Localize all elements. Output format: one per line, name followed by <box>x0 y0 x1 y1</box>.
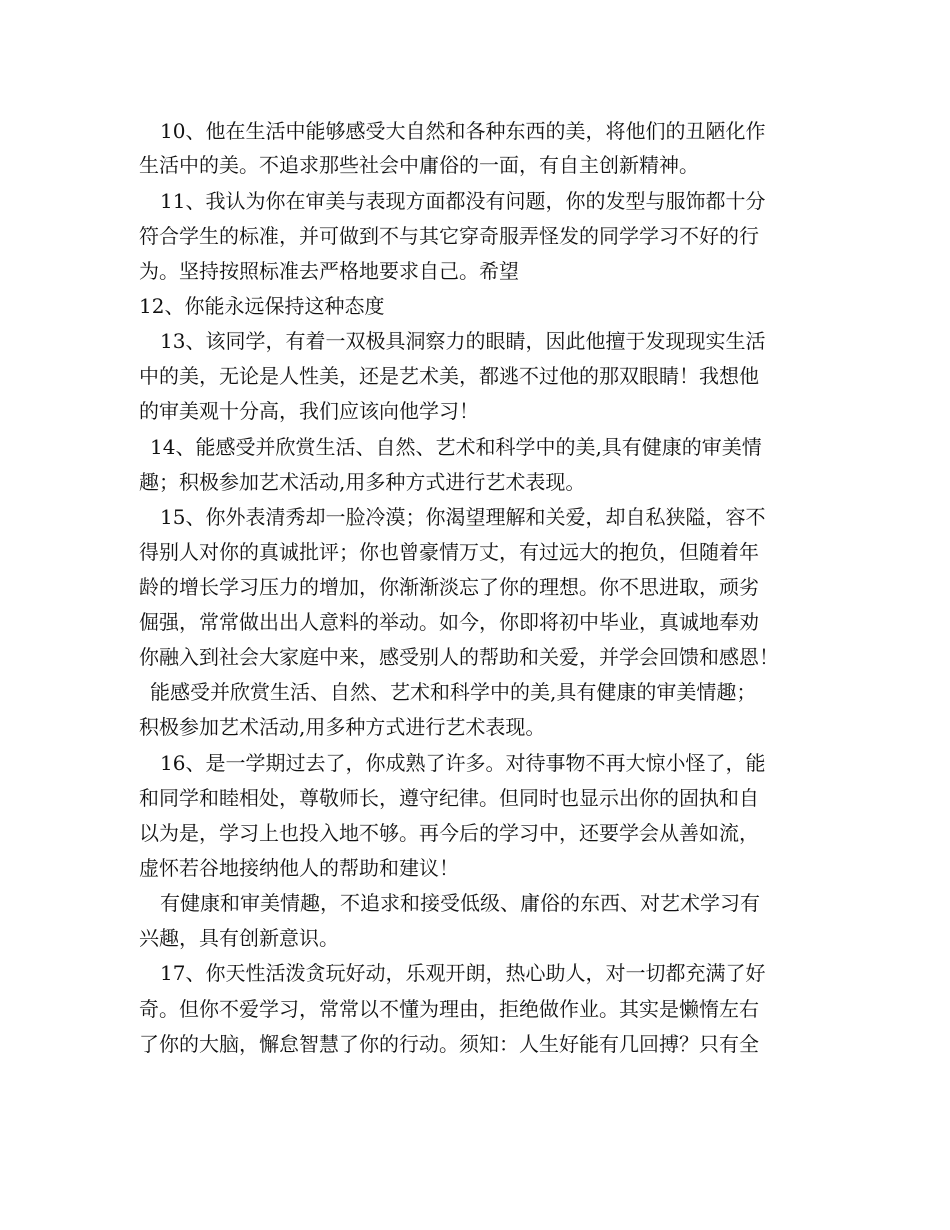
text-line: 15、你外表清秀却一脸冷漠；你渴望理解和关爱，却自私狭隘，容不 <box>160 505 766 529</box>
text-line: 你融入到社会大家庭中来，感受别人的帮助和关爱，并学会回馈和感恩！ <box>139 645 779 669</box>
text-line: 生活中的美。不追求那些社会中庸俗的一面，有自主创新精神。 <box>139 153 699 177</box>
text-line: 中的美，无论是人性美，还是艺术美，都逃不过他的那双眼睛！我想他 <box>139 364 759 388</box>
text-line: 了你的大脑，懈怠智慧了你的行动。须知：人生好能有几回搏？只有全 <box>139 1032 759 1056</box>
text-line: 和同学和睦相处，尊敬师长，遵守纪律。但同时也显示出你的固执和自 <box>139 786 759 810</box>
text-line: 兴趣，具有创新意识。 <box>139 926 339 950</box>
text-line: 能感受并欣赏生活、自然、艺术和科学中的美,具有健康的审美情趣； <box>150 680 757 704</box>
text-line: 积极参加艺术活动,用多种方式进行艺术表现。 <box>139 715 546 739</box>
text-line: 奇。但你不爱学习，常常以不懂为理由，拒绝做作业。其实是懒惰左右 <box>139 997 759 1021</box>
text-line: 11、我认为你在审美与表现方面都没有问题，你的发型与服饰都十分 <box>160 189 766 213</box>
text-line: 为。坚持按照标准去严格地要求自己。希望 <box>139 259 519 283</box>
text-line: 趣；积极参加艺术活动,用多种方式进行艺术表现。 <box>139 470 586 494</box>
text-line: 10、他在生活中能够感受大自然和各种东西的美，将他们的丑陋化作 <box>160 119 766 143</box>
text-line: 龄的增长学习压力的增加，你渐渐淡忘了你的理想。你不思进取，顽劣 <box>139 575 759 599</box>
text-line: 得别人对你的真诚批评；你也曾豪情万丈，有过远大的抱负，但随着年 <box>139 540 759 564</box>
text-line: 16、是一学期过去了，你成熟了许多。对待事物不再大惊小怪了，能 <box>160 751 766 775</box>
text-line: 的审美观十分高，我们应该向他学习！ <box>139 399 479 423</box>
text-line: 符合学生的标准，并可做到不与其它穿奇服弄怪发的同学学习不好的行 <box>139 224 759 248</box>
text-line: 17、你天性活泼贪玩好动，乐观开朗，热心助人，对一切都充满了好 <box>160 961 766 985</box>
text-line: 倔强，常常做出出人意料的举动。如今，你即将初中毕业，真诚地奉劝 <box>139 610 759 634</box>
text-line: 14、能感受并欣赏生活、自然、艺术和科学中的美,具有健康的审美情 <box>150 435 762 459</box>
text-line: 有健康和审美情趣，不追求和接受低级、庸俗的东西、对艺术学习有 <box>160 891 760 915</box>
text-line: 12、你能永远保持这种态度 <box>139 294 385 318</box>
text-line: 13、该同学，有着一双极具洞察力的眼睛，因此他擅于发现现实生活 <box>160 329 766 353</box>
text-line: 虚怀若谷地接纳他人的帮助和建议！ <box>139 856 459 880</box>
text-line: 以为是，学习上也投入地不够。再今后的学习中，还要学会从善如流， <box>139 821 759 845</box>
